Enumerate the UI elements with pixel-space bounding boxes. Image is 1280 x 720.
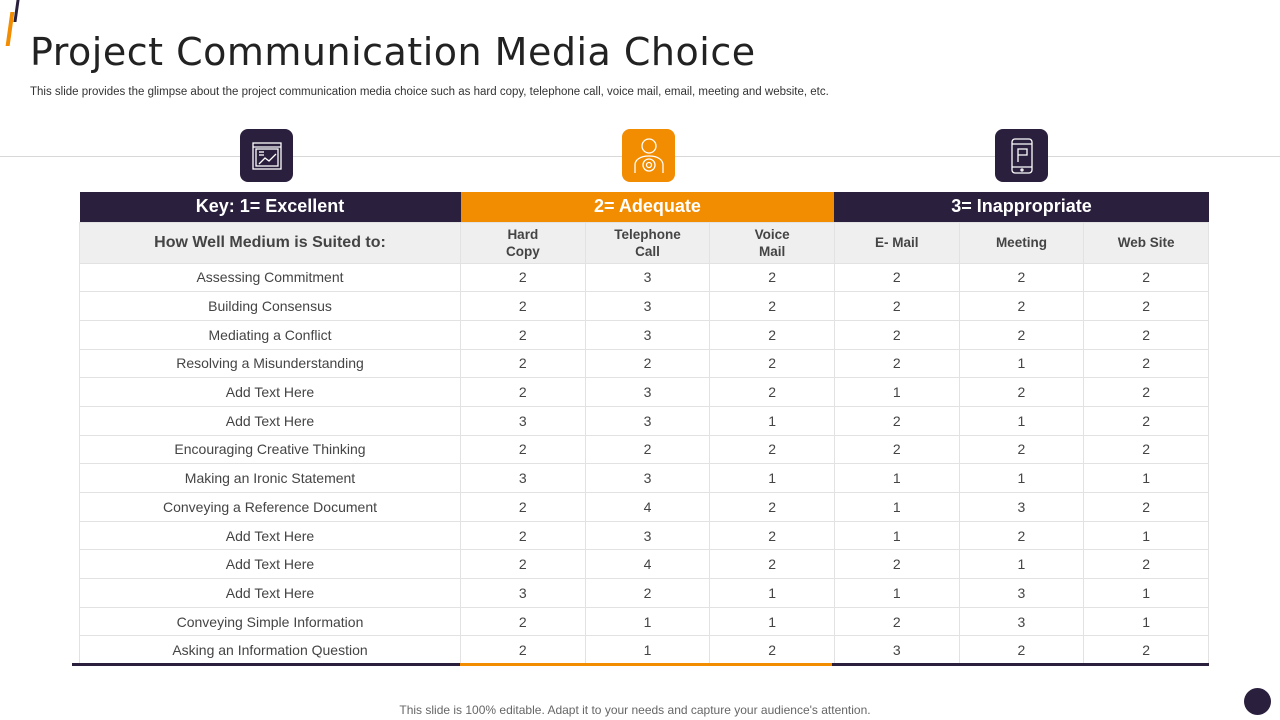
rating-cell: 2 bbox=[1084, 406, 1209, 435]
rating-cell: 1 bbox=[1084, 521, 1209, 550]
rating-cell: 3 bbox=[585, 263, 710, 292]
rating-cell: 3 bbox=[461, 406, 586, 435]
rating-cell: 2 bbox=[834, 435, 959, 464]
accent-bar bbox=[13, 0, 19, 22]
rating-cell: 2 bbox=[461, 521, 586, 550]
table-row bbox=[80, 493, 1209, 522]
rating-cell: 2 bbox=[959, 636, 1084, 665]
table-row bbox=[80, 521, 1209, 550]
subtitle: This slide provides the glimpse about the project communication media choice such as hard copy, telephone call, voice mail, email, meeting and website, etc. bbox=[30, 86, 829, 98]
column-header: E- Mail bbox=[834, 222, 959, 263]
rating-cell: 1 bbox=[710, 579, 835, 608]
rating-cell: 1 bbox=[834, 521, 959, 550]
rating-cell: 2 bbox=[834, 607, 959, 636]
rating-cell: 2 bbox=[710, 435, 835, 464]
rating-cell: 2 bbox=[959, 435, 1084, 464]
rating-cell: 2 bbox=[461, 435, 586, 464]
rating-cell: 2 bbox=[461, 320, 586, 349]
rating-cell: 1 bbox=[834, 493, 959, 522]
rating-cell: 2 bbox=[461, 263, 586, 292]
table-row bbox=[80, 636, 1209, 665]
key-inappropriate: 3= Inappropriate bbox=[834, 192, 1208, 222]
mobile-flag-icon bbox=[995, 129, 1048, 182]
bottom-rule bbox=[832, 663, 1209, 666]
table-row bbox=[80, 406, 1209, 435]
row-label: Encouraging Creative Thinking bbox=[80, 435, 461, 464]
rating-cell: 2 bbox=[710, 378, 835, 407]
table-row bbox=[80, 349, 1209, 378]
rating-cell: 2 bbox=[1084, 263, 1209, 292]
rating-cell: 2 bbox=[1084, 636, 1209, 665]
rating-cell: 1 bbox=[959, 349, 1084, 378]
rating-cell: 2 bbox=[710, 521, 835, 550]
rating-cell: 2 bbox=[959, 378, 1084, 407]
row-label: Add Text Here bbox=[80, 406, 461, 435]
row-label: Resolving a Misunderstanding bbox=[80, 349, 461, 378]
rating-cell: 2 bbox=[585, 349, 710, 378]
rating-cell: 3 bbox=[585, 378, 710, 407]
rating-cell: 2 bbox=[710, 320, 835, 349]
table-row bbox=[80, 464, 1209, 493]
row-label: Mediating a Conflict bbox=[80, 320, 461, 349]
table-row bbox=[80, 579, 1209, 608]
rating-cell: 4 bbox=[585, 493, 710, 522]
rating-cell: 3 bbox=[959, 579, 1084, 608]
rating-cell: 1 bbox=[959, 550, 1084, 579]
rating-cell: 1 bbox=[710, 607, 835, 636]
media-choice-table bbox=[79, 192, 1209, 665]
rating-cell: 2 bbox=[1084, 378, 1209, 407]
rating-cell: 3 bbox=[834, 636, 959, 665]
rating-cell: 3 bbox=[585, 464, 710, 493]
table-row bbox=[80, 320, 1209, 349]
rating-cell: 2 bbox=[710, 263, 835, 292]
rating-cell: 2 bbox=[710, 550, 835, 579]
rating-cell: 2 bbox=[710, 636, 835, 665]
column-header: Telephone Call bbox=[585, 222, 710, 263]
rating-cell: 2 bbox=[461, 292, 586, 321]
rating-cell: 2 bbox=[834, 320, 959, 349]
rating-cell: 2 bbox=[461, 636, 586, 665]
rating-cell: 2 bbox=[585, 579, 710, 608]
rating-cell: 4 bbox=[585, 550, 710, 579]
rating-cell: 3 bbox=[959, 607, 1084, 636]
rating-cell: 2 bbox=[959, 521, 1084, 550]
rating-cell: 3 bbox=[959, 493, 1084, 522]
row-label: Add Text Here bbox=[80, 378, 461, 407]
rating-cell: 2 bbox=[834, 292, 959, 321]
rating-cell: 2 bbox=[959, 292, 1084, 321]
page-title: Project Communication Media Choice bbox=[30, 30, 756, 74]
column-header: Voice Mail bbox=[710, 222, 835, 263]
bottom-rule bbox=[460, 663, 832, 666]
column-header: How Well Medium is Suited to: bbox=[80, 222, 461, 263]
rating-cell: 2 bbox=[1084, 493, 1209, 522]
slide-marker bbox=[1244, 688, 1271, 715]
rating-cell: 3 bbox=[585, 320, 710, 349]
rating-cell: 3 bbox=[585, 521, 710, 550]
rating-cell: 1 bbox=[834, 378, 959, 407]
rating-cell: 2 bbox=[959, 320, 1084, 349]
rating-cell: 2 bbox=[461, 607, 586, 636]
rating-cell: 2 bbox=[834, 406, 959, 435]
rating-cell: 3 bbox=[461, 464, 586, 493]
table-row bbox=[80, 263, 1209, 292]
footer-note: This slide is 100% editable. Adapt it to your needs and capture your audience's attention. bbox=[399, 703, 871, 717]
row-label: Add Text Here bbox=[80, 550, 461, 579]
rating-cell: 2 bbox=[1084, 550, 1209, 579]
table-row bbox=[80, 550, 1209, 579]
user-gear-icon bbox=[622, 129, 675, 182]
rating-cell: 1 bbox=[585, 607, 710, 636]
rating-cell: 2 bbox=[1084, 435, 1209, 464]
rating-cell: 1 bbox=[1084, 607, 1209, 636]
rating-cell: 1 bbox=[834, 464, 959, 493]
key-adequate: 2= Adequate bbox=[461, 192, 835, 222]
rating-cell: 1 bbox=[1084, 579, 1209, 608]
rating-cell: 3 bbox=[585, 292, 710, 321]
row-label: Making an Ironic Statement bbox=[80, 464, 461, 493]
rating-cell: 2 bbox=[710, 493, 835, 522]
rating-cell: 2 bbox=[834, 263, 959, 292]
rating-cell: 1 bbox=[834, 579, 959, 608]
rating-cell: 3 bbox=[585, 406, 710, 435]
column-header: Web Site bbox=[1084, 222, 1209, 263]
row-label: Building Consensus bbox=[80, 292, 461, 321]
key-excellent: Key: 1= Excellent bbox=[80, 192, 461, 222]
rating-cell: 2 bbox=[585, 435, 710, 464]
column-header: Meeting bbox=[959, 222, 1084, 263]
table-row bbox=[80, 378, 1209, 407]
row-label: Conveying a Reference Document bbox=[80, 493, 461, 522]
chart-window-icon bbox=[240, 129, 293, 182]
row-label: Conveying Simple Information bbox=[80, 607, 461, 636]
rating-cell: 1 bbox=[1084, 464, 1209, 493]
row-label: Assessing Commitment bbox=[80, 263, 461, 292]
table-row bbox=[80, 292, 1209, 321]
rating-cell: 2 bbox=[1084, 320, 1209, 349]
rating-cell: 2 bbox=[710, 349, 835, 378]
rating-cell: 2 bbox=[461, 378, 586, 407]
rating-cell: 2 bbox=[461, 550, 586, 579]
rating-cell: 2 bbox=[834, 550, 959, 579]
rating-cell: 2 bbox=[461, 493, 586, 522]
table-row bbox=[80, 607, 1209, 636]
rating-cell: 1 bbox=[959, 464, 1084, 493]
table-row bbox=[80, 435, 1209, 464]
row-label: Add Text Here bbox=[80, 579, 461, 608]
column-header: Hard Copy bbox=[461, 222, 586, 263]
rating-cell: 1 bbox=[959, 406, 1084, 435]
rating-cell: 2 bbox=[1084, 349, 1209, 378]
bottom-rule bbox=[72, 663, 460, 666]
rating-cell: 1 bbox=[710, 464, 835, 493]
rating-cell: 2 bbox=[710, 292, 835, 321]
rating-cell: 3 bbox=[461, 579, 586, 608]
row-label: Add Text Here bbox=[80, 521, 461, 550]
rating-cell: 2 bbox=[834, 349, 959, 378]
row-label: Asking an Information Question bbox=[80, 636, 461, 665]
rating-cell: 2 bbox=[959, 263, 1084, 292]
rating-cell: 1 bbox=[585, 636, 710, 665]
rating-cell: 2 bbox=[1084, 292, 1209, 321]
rating-cell: 2 bbox=[461, 349, 586, 378]
rating-cell: 1 bbox=[710, 406, 835, 435]
